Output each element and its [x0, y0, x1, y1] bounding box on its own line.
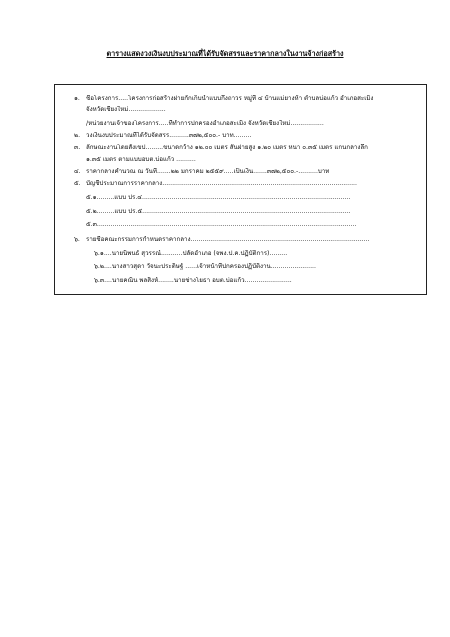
- document-title: ตารางแสดงวงเงินงบประมาณที่ได้รับจัดสรรและราคากลางในงานจ้างก่อสร้าง: [106, 49, 344, 58]
- item-5-3: ๕.๓....................................................................................................................................: [86, 221, 357, 228]
- item-1-number: ๑.: [74, 95, 80, 102]
- item-4-number: ๔.: [74, 168, 81, 175]
- item-4-median-price: ราคากลางคำนวณ ณ วันที่.......๒๒ มกราคม ๒๕๕๙.....เป็นเงิน.......๓๗๒,๕๐๐.-..........บาท: [86, 168, 330, 175]
- item-6-3: ๖.๓....นายคณิน พลสิงห์........นายช่างโยธา อบต.บ่อแก้ว........................: [94, 277, 292, 284]
- item-5-estimate-list: บัญชีประมาณการราคากลาง...................................................................................................: [86, 180, 357, 187]
- item-6-2: ๖.๒....นางสาวสุดา วัจนะประดิษฐ์ ......เจ้าหน้าที่ปกครองปฏิบัติงาน.......................: [94, 263, 316, 270]
- item-5-2: ๕.๒.........แบบ ปร.๕..........................................................................................................: [86, 208, 351, 215]
- item-1-project-name: ชื่อโครงการ.....โครงการก่อสร้างฝายกักเก็บน้ำแบบกึ่งถาวร หมู่ที่ ๔ บ้านแม่ยางห้า ตำบลบ่อแก้ว อำเภอสะเมิง: [86, 95, 374, 102]
- item-5-number: ๕.: [74, 180, 81, 187]
- item-3-work-description: ลักษณะงานโดยสังเขป.........ขนาดกว้าง ๑๒.๐๐ เมตร สันฝายสูง ๑.๒๐ เมตร หนา ๐.๓๕ เมตร แกนกลางลึก: [86, 144, 368, 151]
- item-3-work-description-cont: ๑.๓๕ เมตร ตามแบบอบต.บ่อแก้ว ..........: [86, 156, 196, 163]
- item-1-province: จังหวัดเชียงใหม่...................: [86, 106, 166, 113]
- item-6-1: ๖.๑....นายนิพนธ์ สุวรรณ์...........ปลัดอำเภอ (จพง.ป.ค.ปฏิบัติการ).........: [94, 250, 288, 257]
- item-2-number: ๒.: [74, 132, 81, 139]
- item-5-1: ๕.๑.........แบบ ปร.๔..........................................................................................................: [86, 194, 351, 201]
- item-6-committee: รายชื่อคณะกรรมการกำหนดราคากลาง...........................................................................................: [86, 236, 370, 243]
- item-1-owner-agency: /หน่วยงานเจ้าของโครงการ.....ที่ทำการปกครองอำเภอสะเมิง จังหวัดเชียงใหม่.................: [86, 120, 324, 127]
- item-6-number: ๖.: [74, 236, 80, 243]
- item-2-budget: วงเงินงบประมาณที่ได้รับจัดสรร..........๓๗๒,๕๐๐.- บาท.........: [86, 132, 252, 139]
- item-3-number: ๓.: [74, 144, 81, 151]
